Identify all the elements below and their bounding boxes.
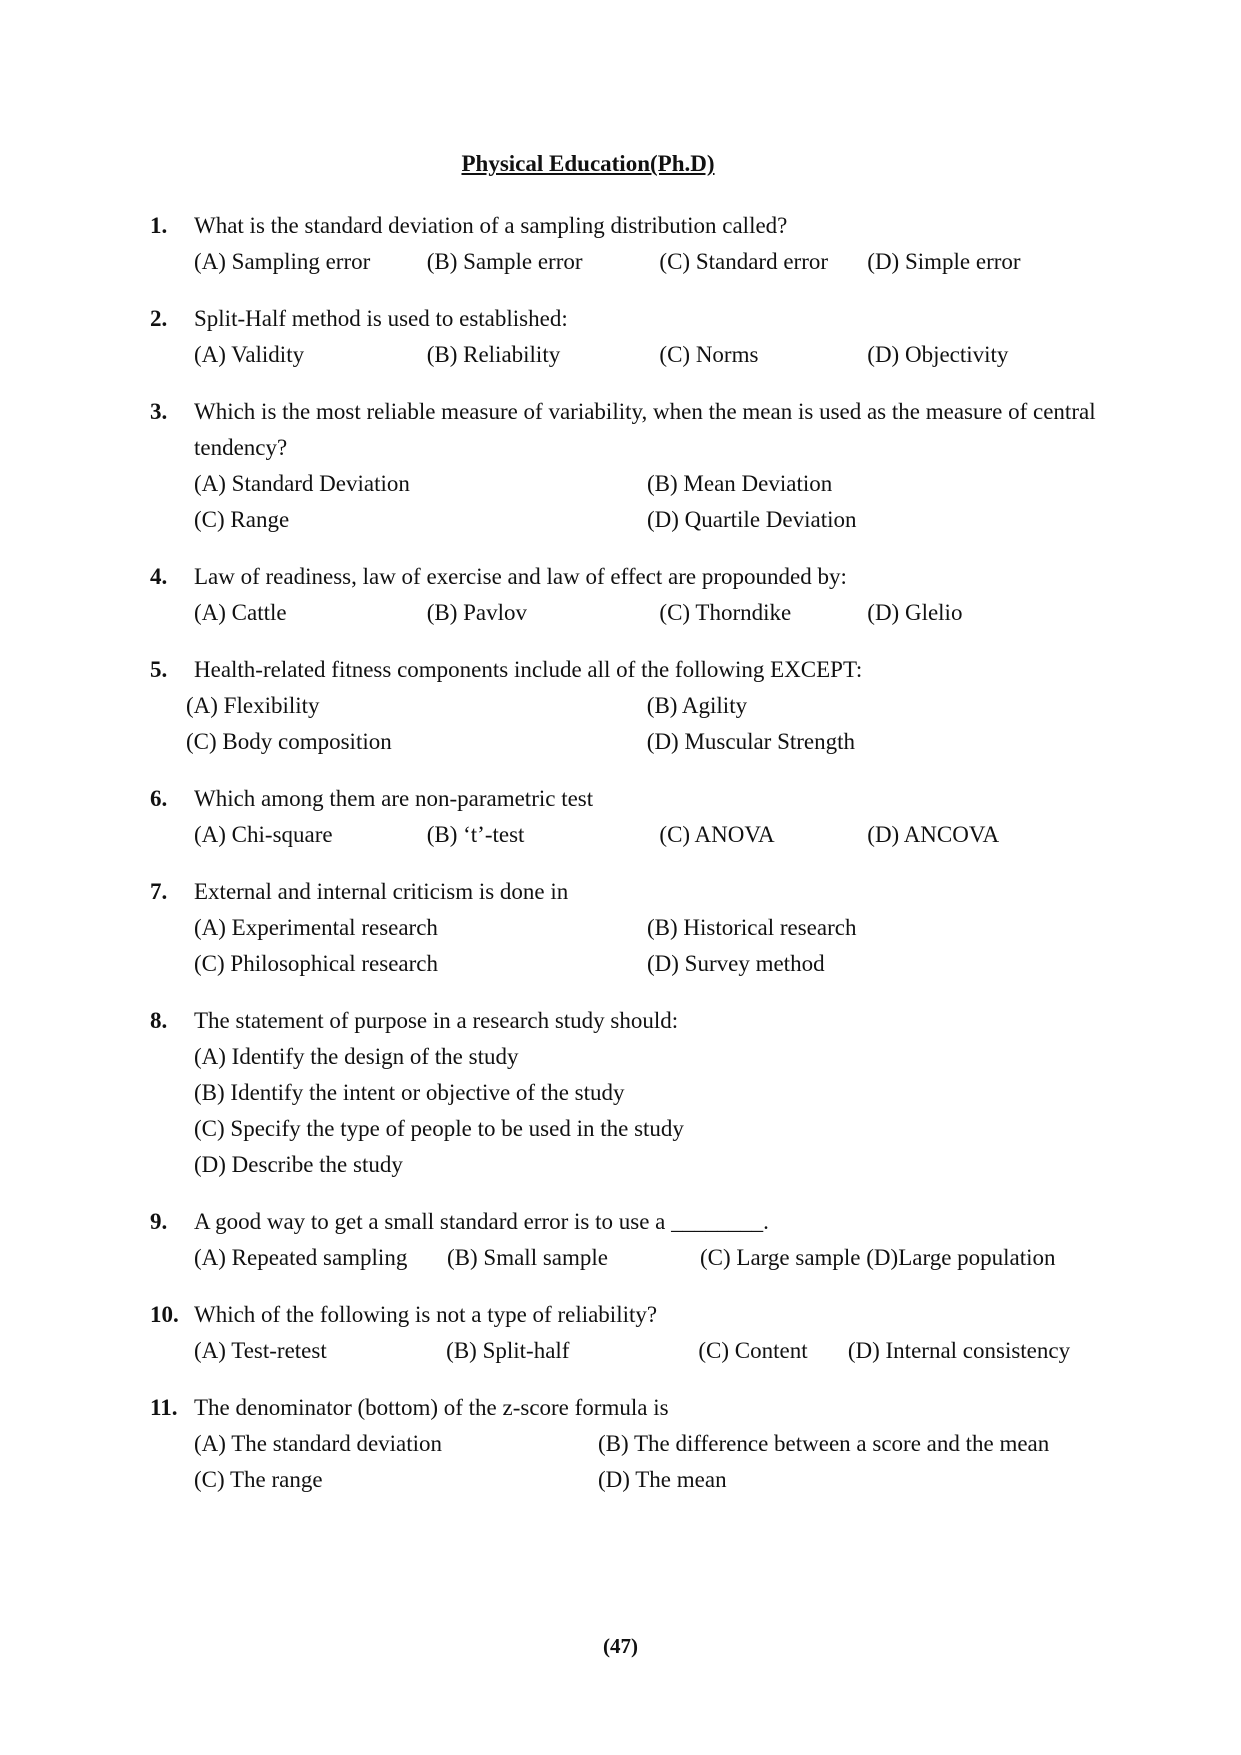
question-list bbox=[150, 208, 1100, 1519]
options bbox=[150, 244, 1100, 280]
question-11 bbox=[150, 1390, 1100, 1498]
option-b: (B) Mean Deviation bbox=[647, 471, 833, 496]
option-b: (B) Split-half bbox=[446, 1338, 570, 1363]
option-a: (A) Standard Deviation bbox=[194, 471, 410, 496]
option-b: (B) Small sample bbox=[447, 1245, 608, 1270]
question-number: 6. bbox=[150, 786, 168, 811]
option-a: (A) Cattle bbox=[194, 600, 287, 625]
option-a: (A) Test-retest bbox=[194, 1338, 327, 1363]
question-text: What is the standard deviation of a sampling distribution called? bbox=[194, 213, 788, 238]
option-a: (A) Identify the design of the study bbox=[194, 1044, 519, 1069]
option-c: (C) Range bbox=[194, 507, 290, 532]
option-d: (D) Describe the study bbox=[194, 1152, 403, 1177]
option-c: (C) Norms bbox=[659, 342, 759, 367]
option-d: (D) ANCOVA bbox=[867, 822, 1000, 847]
option-b: (B) Identify the intent or objective of the study bbox=[194, 1080, 625, 1105]
option-d: (D) Quartile Deviation bbox=[647, 507, 857, 532]
question-number: 4. bbox=[150, 564, 168, 589]
option-c-d: (C) Large sample (D)Large population bbox=[700, 1245, 1056, 1270]
question-9 bbox=[150, 1204, 1100, 1276]
question-1 bbox=[150, 208, 1100, 280]
option-a: (A) Flexibility bbox=[186, 693, 320, 718]
option-d: (D) Internal consistency bbox=[847, 1338, 1071, 1363]
option-c: (C) Specify the type of people to be used in the study bbox=[194, 1116, 684, 1141]
option-c: (C) Content bbox=[698, 1338, 808, 1363]
options bbox=[150, 817, 1100, 853]
option-d: (D) Muscular Strength bbox=[646, 729, 856, 754]
option-a: (A) The standard deviation bbox=[194, 1431, 443, 1456]
option-a: (A) Chi-square bbox=[194, 822, 333, 847]
question-text: Which is the most reliable measure of variability, when the mean is used as the measure of central tendency? bbox=[194, 399, 1096, 460]
page-title: Physical Education(Ph.D) bbox=[461, 151, 715, 176]
options bbox=[150, 1240, 1100, 1276]
options bbox=[150, 1426, 1100, 1498]
option-d: (D) The mean bbox=[598, 1467, 727, 1492]
option-c: (C) ANOVA bbox=[659, 822, 775, 847]
option-b: (B) The difference between a score and the mean bbox=[598, 1431, 1050, 1456]
question-text: The statement of purpose in a research study should: bbox=[194, 1008, 679, 1033]
question-text: Health-related fitness components include all of the following EXCEPT: bbox=[194, 657, 863, 682]
option-c: (C) Standard error bbox=[659, 249, 829, 274]
option-a: (A) Experimental research bbox=[194, 915, 438, 940]
options bbox=[150, 595, 1100, 631]
question-text: Split-Half method is used to established: bbox=[194, 306, 568, 331]
question-4 bbox=[150, 559, 1100, 631]
question-number: 10. bbox=[150, 1302, 179, 1327]
question-number: 7. bbox=[150, 879, 168, 904]
question-number: 3. bbox=[150, 399, 168, 424]
question-7 bbox=[150, 874, 1100, 982]
option-b: (B) ‘t’-test bbox=[426, 822, 525, 847]
option-d: (D) Objectivity bbox=[867, 342, 1009, 367]
option-b: (B) Agility bbox=[646, 693, 748, 718]
option-d: (D) Simple error bbox=[867, 249, 1021, 274]
question-number: 11. bbox=[150, 1395, 178, 1420]
options bbox=[150, 466, 1100, 538]
option-c: (C) The range bbox=[194, 1467, 323, 1492]
option-b: (B) Historical research bbox=[647, 915, 857, 940]
question-text: Law of readiness, law of exercise and law of effect are propounded by: bbox=[194, 564, 847, 589]
question-text: A good way to get a small standard error is to use a ________. bbox=[194, 1209, 769, 1234]
option-a: (A) Repeated sampling bbox=[194, 1245, 408, 1270]
question-number: 1. bbox=[150, 213, 168, 238]
option-c: (C) Philosophical research bbox=[194, 951, 438, 976]
question-text: Which of the following is not a type of reliability? bbox=[194, 1302, 658, 1327]
question-6 bbox=[150, 781, 1100, 853]
option-b: (B) Pavlov bbox=[426, 600, 528, 625]
option-c: (C) Thorndike bbox=[659, 600, 792, 625]
question-8 bbox=[150, 1003, 1100, 1183]
question-10 bbox=[150, 1297, 1100, 1369]
option-a: (A) Sampling error bbox=[194, 249, 371, 274]
question-number: 2. bbox=[150, 306, 168, 331]
options bbox=[150, 337, 1100, 373]
options bbox=[150, 910, 1100, 982]
option-a: (A) Validity bbox=[194, 342, 305, 367]
options bbox=[150, 1333, 1100, 1369]
option-b: (B) Sample error bbox=[426, 249, 583, 274]
question-text: Which among them are non-parametric test bbox=[194, 786, 594, 811]
question-number: 9. bbox=[150, 1209, 168, 1234]
option-b: (B) Reliability bbox=[426, 342, 561, 367]
question-3 bbox=[150, 394, 1100, 538]
option-c: (C) Body composition bbox=[186, 729, 392, 754]
question-2 bbox=[150, 301, 1100, 373]
question-text: The denominator (bottom) of the z-score formula is bbox=[194, 1395, 669, 1420]
question-number: 8. bbox=[150, 1008, 168, 1033]
options bbox=[150, 688, 1100, 760]
question-text: External and internal criticism is done in bbox=[194, 879, 569, 904]
page-number: (47) bbox=[603, 1634, 638, 1658]
question-number: 5. bbox=[150, 657, 168, 682]
question-5 bbox=[150, 652, 1100, 760]
options bbox=[150, 1039, 1100, 1183]
option-d: (D) Glelio bbox=[867, 600, 963, 625]
option-d: (D) Survey method bbox=[647, 951, 825, 976]
